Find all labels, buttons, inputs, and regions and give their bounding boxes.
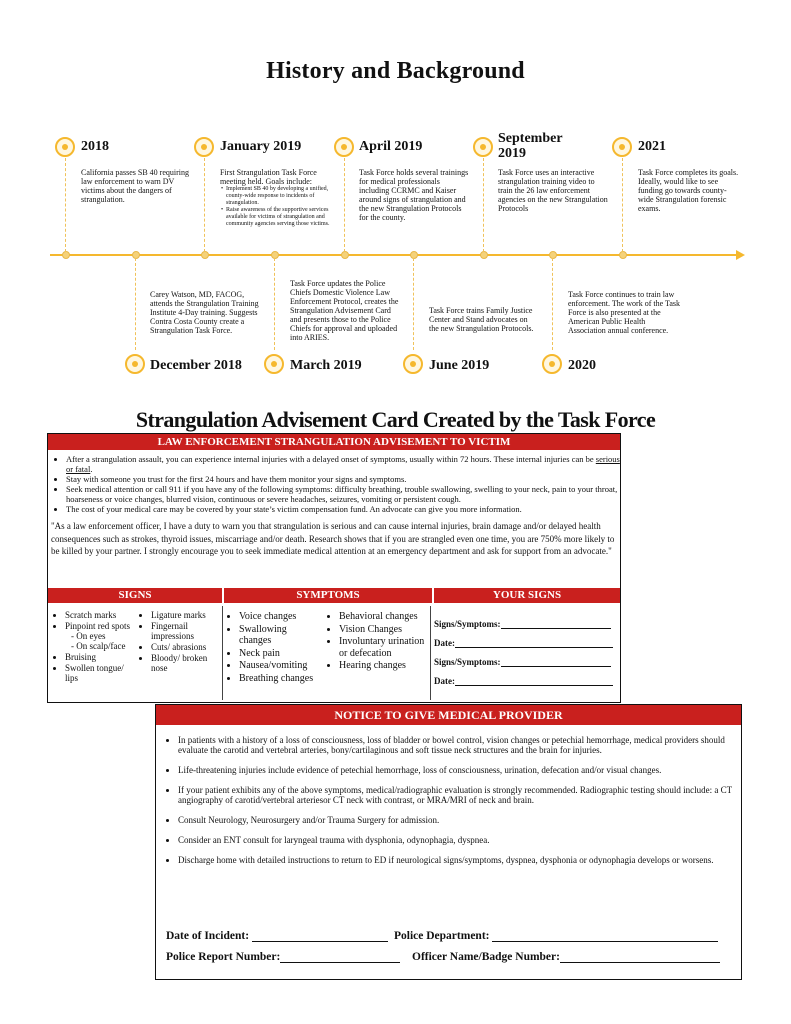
sign-item: • Bruising	[65, 652, 138, 662]
symptoms-column	[228, 611, 320, 685]
timeline-tick	[132, 251, 140, 259]
signs-symptoms-blank[interactable]	[501, 657, 611, 667]
timeline-goal: • Implement SB 40 by developing a unified, county-wide response to incidents of strangulation.	[226, 186, 332, 207]
medical-notice-item: • Consult Neurology, Neurosurgery and/or Trauma Surgery for admission.	[178, 815, 741, 825]
timeline-tick	[341, 251, 349, 259]
signs-symptoms-field	[434, 619, 611, 629]
timeline-description: Task Force continues to train law enforcement. The work of the Task Force is also presented at the American Public Health Association annual conference.	[568, 290, 680, 335]
symptom-item: • Hearing changes	[339, 660, 428, 672]
timeline-connector	[65, 158, 66, 252]
field-label: Signs/Symptoms:	[434, 657, 501, 667]
police-report-number-field	[166, 951, 400, 963]
officer-name-field	[412, 951, 720, 963]
timeline-goal: • Raise awareness of the supportive services available for victims of strangulation and community agencies serving those victims.	[226, 207, 332, 228]
card-section-title: Strangulation Advisement Card Created by the Task Force	[135, 407, 656, 432]
advisement-emphasis: serious or fatal	[66, 454, 620, 474]
timeline-description: Task Force holds several trainings for medical professionals including CCRMC and Kaiser around signs of strangulation and the new Strangulation Protocols for the county.	[359, 168, 469, 222]
timeline-description: Carey Watson, MD, FACOG, attends the Strangulation Training Institute 4-Day training. Suggests Contra Costa County create a Strangulation Task Force.	[150, 290, 259, 335]
symptom-item: • Behavioral changes	[339, 611, 428, 623]
timeline-year: 2021	[638, 139, 666, 154]
timeline-tick	[480, 251, 488, 259]
sign-item: • Swollen tongue/ lips	[65, 663, 138, 683]
police-report-number-blank[interactable]	[280, 951, 400, 963]
date-blank[interactable]	[455, 638, 613, 648]
timeline-pin-icon	[125, 354, 145, 374]
field-label: Police Department:	[394, 930, 493, 942]
advisement-list	[48, 454, 620, 514]
sign-item: • Scratch marks	[65, 610, 138, 620]
medical-provider-notice	[155, 704, 742, 980]
timeline-description: California passes SB 40 requiring law enforcement to warn DV victims about the dangers of strangulation.	[81, 168, 189, 204]
police-department-blank[interactable]	[492, 930, 718, 942]
advisement-item: • The cost of your medical care may be covered by your state’s victim compensation fund. An advocate can give you more information.	[66, 504, 620, 514]
timeline-connector	[413, 258, 414, 350]
symptom-item: • Voice changes	[239, 611, 320, 623]
column-divider	[430, 606, 431, 700]
medical-notice-item: • In patients with a history of a loss of consciousness, loss of bladder or bowel control, vision changes or petechial hemorrhage, medical providers should evaluate the carotid and vertebral arteries, bony/cartilaginous and soft tissue neck structures and the brain for injuries.	[178, 735, 741, 755]
advisement-text: .	[90, 464, 93, 474]
medical-notice-header: NOTICE TO GIVE MEDICAL PROVIDER	[156, 705, 741, 725]
police-department-field	[394, 930, 718, 942]
timeline-connector	[483, 158, 484, 252]
timeline-tick	[549, 251, 557, 259]
advisement-item: • Seek medical attention or call 911 if you have any of the following symptoms: difficulty breathing, trouble swallowing, swelling to your neck, pain to your throat, hoarseness or voice changes, blurred vision, continuous or severe headaches, seizures, vomiting or persistent cough.	[66, 484, 620, 504]
timeline-pin-icon	[334, 137, 354, 157]
sign-text: Pinpoint red spots	[65, 621, 131, 631]
timeline-connector	[204, 158, 205, 252]
field-label: Date of Incident:	[166, 930, 252, 942]
timeline-description: Task Force completes its goals. Ideally, would like to see funding go towards county-wide Strangulation forensic exams.	[638, 168, 739, 213]
timeline-pin-icon	[55, 137, 75, 157]
sign-sub: - On scalp/face	[71, 641, 126, 651]
date-field	[434, 638, 613, 648]
timeline-description: Task Force updates the Police Chiefs Domestic Violence Law Enforcement Protocol, creates the Strangulation Advisement Card and presents those to the Police Chiefs for approval and uploaded into ARIES.	[290, 279, 399, 342]
medical-notice-item: • Discharge home with detailed instructions to return to ED if neurological signs/symptoms, dyspnea, dysphonia or odynophagia develops or worsens.	[178, 855, 741, 865]
timeline-connector	[344, 158, 345, 252]
timeline-year-line: 2019	[498, 146, 526, 161]
signs-symptoms-field	[434, 657, 611, 667]
advisement-item	[66, 454, 620, 474]
sign-sub: - On eyes	[71, 631, 106, 641]
timeline-connector	[135, 258, 136, 350]
advisement-card-header: LAW ENFORCEMENT STRANGULATION ADVISEMENT TO VICTIM	[48, 434, 620, 450]
signs-column	[140, 610, 220, 674]
timeline-description	[220, 168, 332, 228]
medical-notice-item: • Consider an ENT consult for laryngeal trauma with dysphonia, odynophagia, dyspnea.	[178, 835, 741, 845]
symptoms-header: SYMPTOMS	[224, 588, 432, 603]
timeline-description-text: First Strangulation Task Force meeting held. Goals include:	[220, 168, 317, 186]
timeline-pin-icon	[264, 354, 284, 374]
signs-header: SIGNS	[48, 588, 222, 603]
timeline-year: December 2018	[150, 358, 242, 373]
symptom-item: • Breathing changes	[239, 673, 320, 685]
column-divider	[222, 606, 223, 700]
timeline-description: Task Force uses an interactive strangulation training video to train the 26 law enforcement agencies on the new Strangulation Protocols	[498, 168, 608, 213]
officer-name-blank[interactable]	[560, 951, 720, 963]
card-subheaders	[48, 588, 620, 603]
timeline-tick	[271, 251, 279, 259]
timeline-axis	[50, 254, 738, 256]
signs-column	[54, 610, 138, 684]
sign-item: • Bloody/ broken nose	[151, 653, 220, 673]
sign-item: • Cuts/ abrasions	[151, 642, 220, 652]
timeline-pin-icon	[612, 137, 632, 157]
date-of-incident-blank[interactable]	[252, 930, 388, 942]
timeline-year: January 2019	[220, 139, 302, 154]
field-label: Signs/Symptoms:	[434, 619, 501, 629]
symptom-item: • Involuntary urination or defecation	[339, 636, 428, 659]
timeline-year: April 2019	[359, 139, 423, 154]
field-label: Date:	[434, 676, 455, 686]
advisement-item: • Stay with someone you trust for the first 24 hours and have them monitor your signs and symptoms.	[66, 474, 620, 484]
timeline-pin-icon	[403, 354, 423, 374]
timeline-pin-icon	[473, 137, 493, 157]
field-label: Date:	[434, 638, 455, 648]
symptom-item: • Neck pain	[239, 648, 320, 660]
timeline-pin-icon	[194, 137, 214, 157]
timeline-tick	[62, 251, 70, 259]
medical-notice-item: • Life-threatening injuries include evidence of petechial hemorrhage, loss of consciousness, urination, defecation and/or visual changes.	[178, 765, 741, 775]
date-of-incident-field	[166, 930, 388, 942]
medical-notice-list	[156, 735, 741, 865]
symptom-item: • Vision Changes	[339, 624, 428, 636]
page-title: History and Background	[266, 58, 525, 84]
symptoms-column	[328, 611, 428, 673]
timeline-tick	[201, 251, 209, 259]
date-blank[interactable]	[455, 676, 613, 686]
timeline-connector	[274, 258, 275, 350]
timeline-tick	[410, 251, 418, 259]
field-label: Officer Name/Badge Number:	[412, 951, 560, 963]
timeline-pin-icon	[542, 354, 562, 374]
officer-quote: "As a law enforcement officer, I have a duty to warn you that strangulation is serious and can cause internal injuries, brain damage and/or delayed health consequences such as strokes, thyroid issues, miscarriage and/or death. Research shows that if you are strangled even one time, you are 750% more likely to be killed by your partner. I strongly encourage you to seek immediate medical attention at an emergency department and ask for support from an advocate."	[51, 521, 615, 556]
sign-item: • Fingernail impressions	[151, 621, 220, 641]
timeline-year: 2018	[81, 139, 109, 154]
date-field	[434, 676, 613, 686]
timeline-year-line: September	[498, 131, 563, 146]
timeline-tick	[619, 251, 627, 259]
timeline-arrow	[736, 250, 745, 260]
timeline-year: March 2019	[290, 358, 362, 373]
timeline-year: 2020	[568, 358, 596, 373]
timeline-connector	[552, 258, 553, 350]
field-label: Police Report Number:	[166, 951, 281, 963]
advisement-card	[47, 433, 621, 703]
timeline-connector	[622, 158, 623, 252]
medical-notice-item: • If your patient exhibits any of the above symptoms, medical/radiographic evaluation is strongly recommended. Radiographic testing should include: a CT angiography of carotid/vertebral arteriesor CT neck with contrast, or MRA/MRI of neck and brain.	[178, 785, 741, 805]
signs-symptoms-blank[interactable]	[501, 619, 611, 629]
sign-item	[65, 621, 138, 651]
timeline-description: Task Force trains Family Justice Center and Stand advocates on the new Strangulation Protocols.	[429, 306, 534, 333]
your-signs-header: YOUR SIGNS	[434, 588, 620, 603]
symptom-item: • Nausea/vomiting	[239, 660, 320, 672]
advisement-text: After a strangulation assault, you can experience internal injuries with a delayed onset of symptoms, usually within 72 hours. These internal injuries can be	[66, 454, 596, 464]
sign-item: • Ligature marks	[151, 610, 220, 620]
symptom-item: • Swallowing changes	[239, 624, 320, 647]
timeline-year	[498, 131, 563, 161]
timeline-year: June 2019	[429, 358, 490, 373]
